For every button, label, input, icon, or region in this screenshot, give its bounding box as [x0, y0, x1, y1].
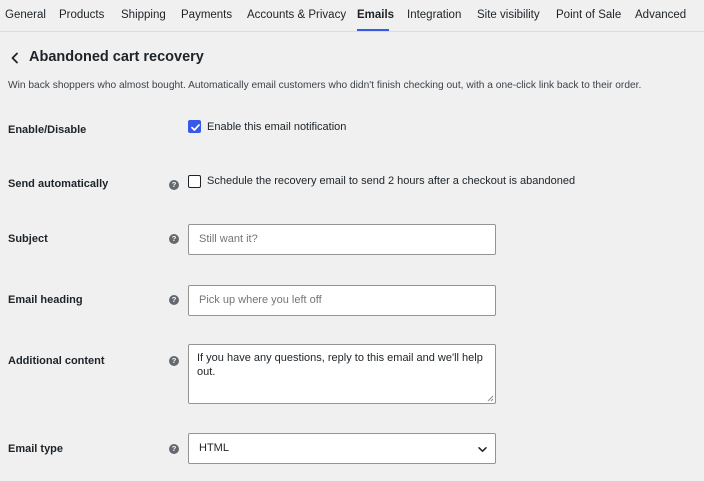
additional-content-label: Additional content	[8, 355, 105, 367]
enable-notification-checkbox[interactable]	[188, 120, 201, 133]
resize-handle-icon[interactable]	[486, 394, 494, 402]
chevron-down-icon	[477, 444, 488, 455]
help-icon[interactable]: ?	[169, 444, 179, 454]
tab-products[interactable]: Products	[59, 9, 105, 21]
email-type-select[interactable]	[188, 433, 496, 464]
tab-advanced[interactable]: Advanced	[635, 9, 687, 21]
send-automatically-label: Send automatically	[8, 178, 109, 190]
help-icon[interactable]: ?	[169, 295, 179, 305]
help-icon[interactable]: ?	[169, 180, 179, 190]
subject-label: Subject	[8, 233, 48, 245]
help-icon[interactable]: ?	[169, 356, 179, 366]
tab-integration[interactable]: Integration	[407, 9, 462, 21]
help-icon[interactable]: ?	[169, 234, 179, 244]
schedule-recovery-checkbox[interactable]	[188, 175, 201, 188]
chevron-left-icon[interactable]	[8, 51, 22, 65]
email-type-value: HTML	[199, 442, 229, 454]
email-heading-label: Email heading	[8, 294, 83, 306]
email-type-label: Email type	[8, 443, 64, 455]
tab-accounts-privacy[interactable]: Accounts & Privacy	[247, 9, 347, 21]
checkmark-icon	[190, 122, 201, 133]
enable-disable-label: Enable/Disable	[8, 124, 87, 136]
tab-emails[interactable]: Emails	[357, 9, 395, 21]
tab-site-visibility[interactable]: Site visibility	[477, 9, 540, 21]
additional-content-text: If you have any questions, reply to this email and we'll help out.	[197, 352, 483, 378]
settings-tabs	[0, 0, 704, 32]
additional-content-textarea[interactable]	[188, 344, 496, 404]
subject-input[interactable]: Still want it?	[188, 224, 496, 255]
active-tab-indicator	[357, 29, 389, 31]
page-title: Abandoned cart recovery	[29, 49, 204, 65]
email-heading-input[interactable]: Pick up where you left off	[188, 285, 496, 316]
tab-general[interactable]: General	[5, 9, 46, 21]
tab-point-of-sale[interactable]: Point of Sale	[556, 9, 622, 21]
page-description: Win back shoppers who almost bought. Automatically email customers who didn't finish checking out, with a one-click link back to their order.	[8, 80, 642, 91]
tab-payments[interactable]: Payments	[181, 9, 233, 21]
schedule-recovery-label[interactable]: Schedule the recovery email to send 2 hours after a checkout is abandoned	[207, 175, 576, 187]
tab-shipping[interactable]: Shipping	[121, 9, 166, 21]
enable-notification-label[interactable]: Enable this email notification	[207, 121, 347, 133]
